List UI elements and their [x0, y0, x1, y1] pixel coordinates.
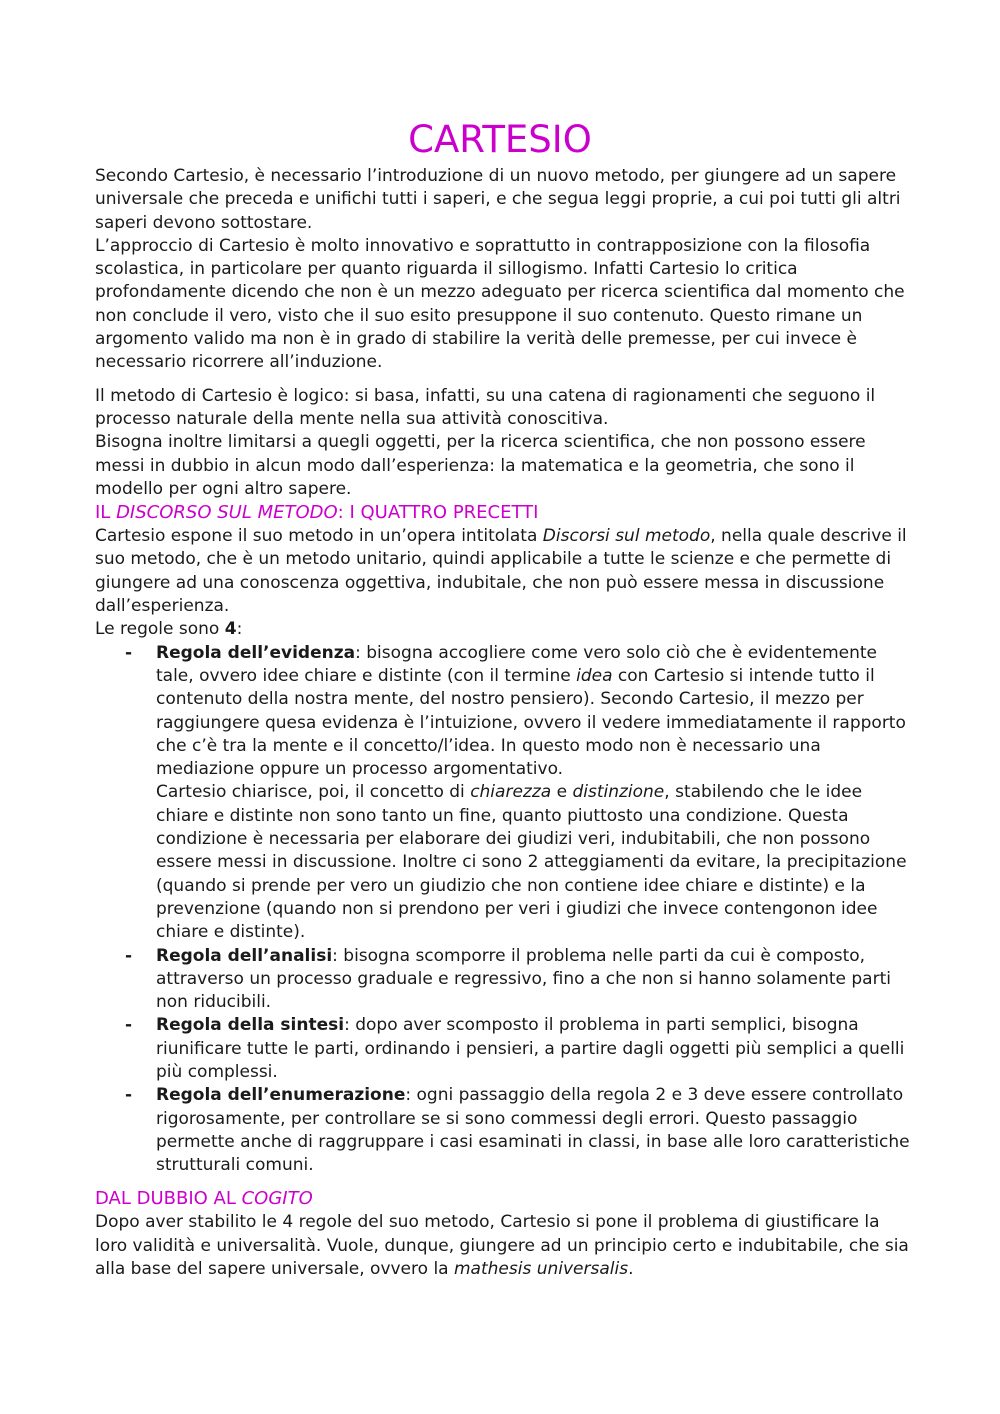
text-run: e	[551, 782, 573, 803]
emphasis: distinzione	[572, 782, 665, 803]
text-run: con Cartesio si intende tutto il contenuto della nostra mente, del nostro pensiero). Secondo Cartesio, il mezzo per raggiungere quesa evidenza è l’intuizione, ovvero il vedere immediatamente il rapporto che c’è tra la mente e il concetto/l’idea. In questo modo non è necessario una mediazione oppure un processo argomentativo.	[156, 665, 906, 780]
cogito-paragraph	[95, 1211, 915, 1281]
bullet-dash: -	[125, 1085, 133, 1106]
bullet-dash: -	[125, 945, 133, 966]
text-run: .	[628, 1259, 634, 1280]
bullet-dash: -	[125, 1015, 133, 1036]
text-run: : bisogna accogliere come vero solo ciò che è evidentemente tale, ovvero idee chiare e distinte (con il termine	[156, 642, 878, 686]
text-run: , stabilendo che le idee chiare e distinte non sono tanto un fine, quanto piuttosto una condizione. Questa condizione è necessaria per elaborare dei giudizi veri, indubitabili, che non possono essere messi in discussione. Inoltre ci sono 2 atteggiamenti da evitare, la precipitazione (quando si prende per vero un giudizio che non contiene idee chiare e distinte) e la prevenzione (quando non si prendono per veri i giudizi che invece contengonon idee chiare e distinte).	[156, 782, 907, 943]
rules-count: 4	[224, 619, 237, 640]
text-run: Cartesio chiarisce, poi, il concetto di	[156, 782, 471, 803]
rule-name: Regola dell’evidenza	[156, 642, 356, 663]
bullet-dash: -	[125, 642, 133, 663]
document-body	[95, 165, 915, 1281]
text-run: : bisogna scomporre il problema nelle parti da cui è composto, attraverso un processo graduale e regressivo, fino a che non si hanno solamente parti non riducibili.	[156, 945, 891, 1013]
section-heading-discorso	[95, 501, 915, 525]
rule-name: Regola della sintesi	[156, 1015, 345, 1036]
intro-paragraph-2: L’approccio di Cartesio è molto innovativo e soprattutto in contrapposizione con la filosofia scolastica, in particolare per quanto riguarda il sillogismo. Infatti Cartesio lo critica profondamente dicendo che non è un mezzo adeguato per ricerca scientifica dal momento che non conclude il vero, visto che il suo esito presuppone il suo contenuto. Questo rimane un argomento valido ma non è in grado di stabilire la verità delle premesse, per cui invece è necessario ricorrere all’induzione.	[95, 235, 905, 373]
rule-analisi	[156, 945, 915, 1015]
intro-paragraph-1: Secondo Cartesio, è necessario l’introduzione di un nuovo metodo, per giungere ad un sapere universale che preceda e unifichi tutti i saperi, e che segua leggi proprie, a cui poi tutti gli altri saperi devono sottostare.	[95, 166, 901, 233]
rule-sintesi	[156, 1014, 915, 1084]
list-item	[125, 945, 915, 1015]
heading-emphasis: COGITO	[241, 1188, 313, 1210]
text-run: Cartesio espone il suo metodo in un’opera intitolata	[95, 526, 543, 547]
text-run: : ogni passaggio della regola 2 e 3 deve essere controllato rigorosamente, per controllare se si sono commessi degli errori. Questo passaggio permette anche di raggruppare i casi esaminati in classi, in base alle loro caratteristiche strutturali comuni.	[156, 1085, 910, 1176]
heading-text: : I QUATTRO PRECETTI	[337, 502, 539, 524]
text-run: :	[236, 619, 243, 640]
emphasis: idea	[576, 665, 613, 686]
rules-intro	[95, 618, 915, 641]
page-title: CARTESIO	[408, 118, 592, 161]
intro-paragraph-3: Il metodo di Cartesio è logico: si basa, infatti, su una catena di ragionamenti che seguono il processo naturale della mente nella sua attività conoscitiva.	[95, 385, 876, 429]
intro-paragraph-4: Bisogna inoltre limitarsi a quegli oggetti, per la ricerca scientifica, che non possono essere messi in dubbio in alcun modo dall’esperienza: la matematica e la geometria, che sono il modello per ogni altro sapere.	[95, 432, 866, 499]
text-run: : dopo aver scomposto il problema in parti semplici, bisogna riunificare tutte le parti, ordinando i pensieri, a partire dagli oggetti più semplici a quelli più complessi.	[156, 1015, 905, 1082]
list-item	[125, 642, 915, 945]
rule-evidenza	[156, 642, 915, 782]
rule-evidenza-continued	[156, 781, 915, 944]
text-run: Le regole sono	[95, 619, 225, 640]
emphasis: mathesis universalis	[453, 1259, 629, 1280]
text-run: , nella quale descrive il suo metodo, che è un metodo unitario, quindi applicabile a tutte le scienze e che permette di giungere ad una conoscenza oggettiva, indubitale, che non può essere messa in discussione dall’esperienza.	[95, 526, 907, 617]
rules-list	[95, 642, 915, 1178]
rule-enumerazione	[156, 1084, 915, 1177]
rule-name: Regola dell’analisi	[156, 945, 333, 966]
heading-text: DAL DUBBIO AL	[95, 1188, 242, 1210]
heading-emphasis: DISCORSO SUL METODO	[116, 502, 338, 524]
heading-text: IL	[95, 502, 117, 524]
discorso-paragraph	[95, 525, 915, 618]
rule-name: Regola dell’enumerazione	[156, 1085, 406, 1106]
list-item	[125, 1084, 915, 1177]
list-item	[125, 1014, 915, 1084]
work-title: Discorsi sul metodo	[542, 526, 711, 547]
text-run: Dopo aver stabilito le 4 regole del suo metodo, Cartesio si pone il problema di giustificare la loro validità e universalità. Vuole, dunque, giungere ad un principio certo e indubitabile, che sia alla base del sapere universale, ovvero la	[95, 1212, 909, 1280]
emphasis: chiarezza	[470, 782, 552, 803]
section-heading-cogito	[95, 1187, 915, 1211]
